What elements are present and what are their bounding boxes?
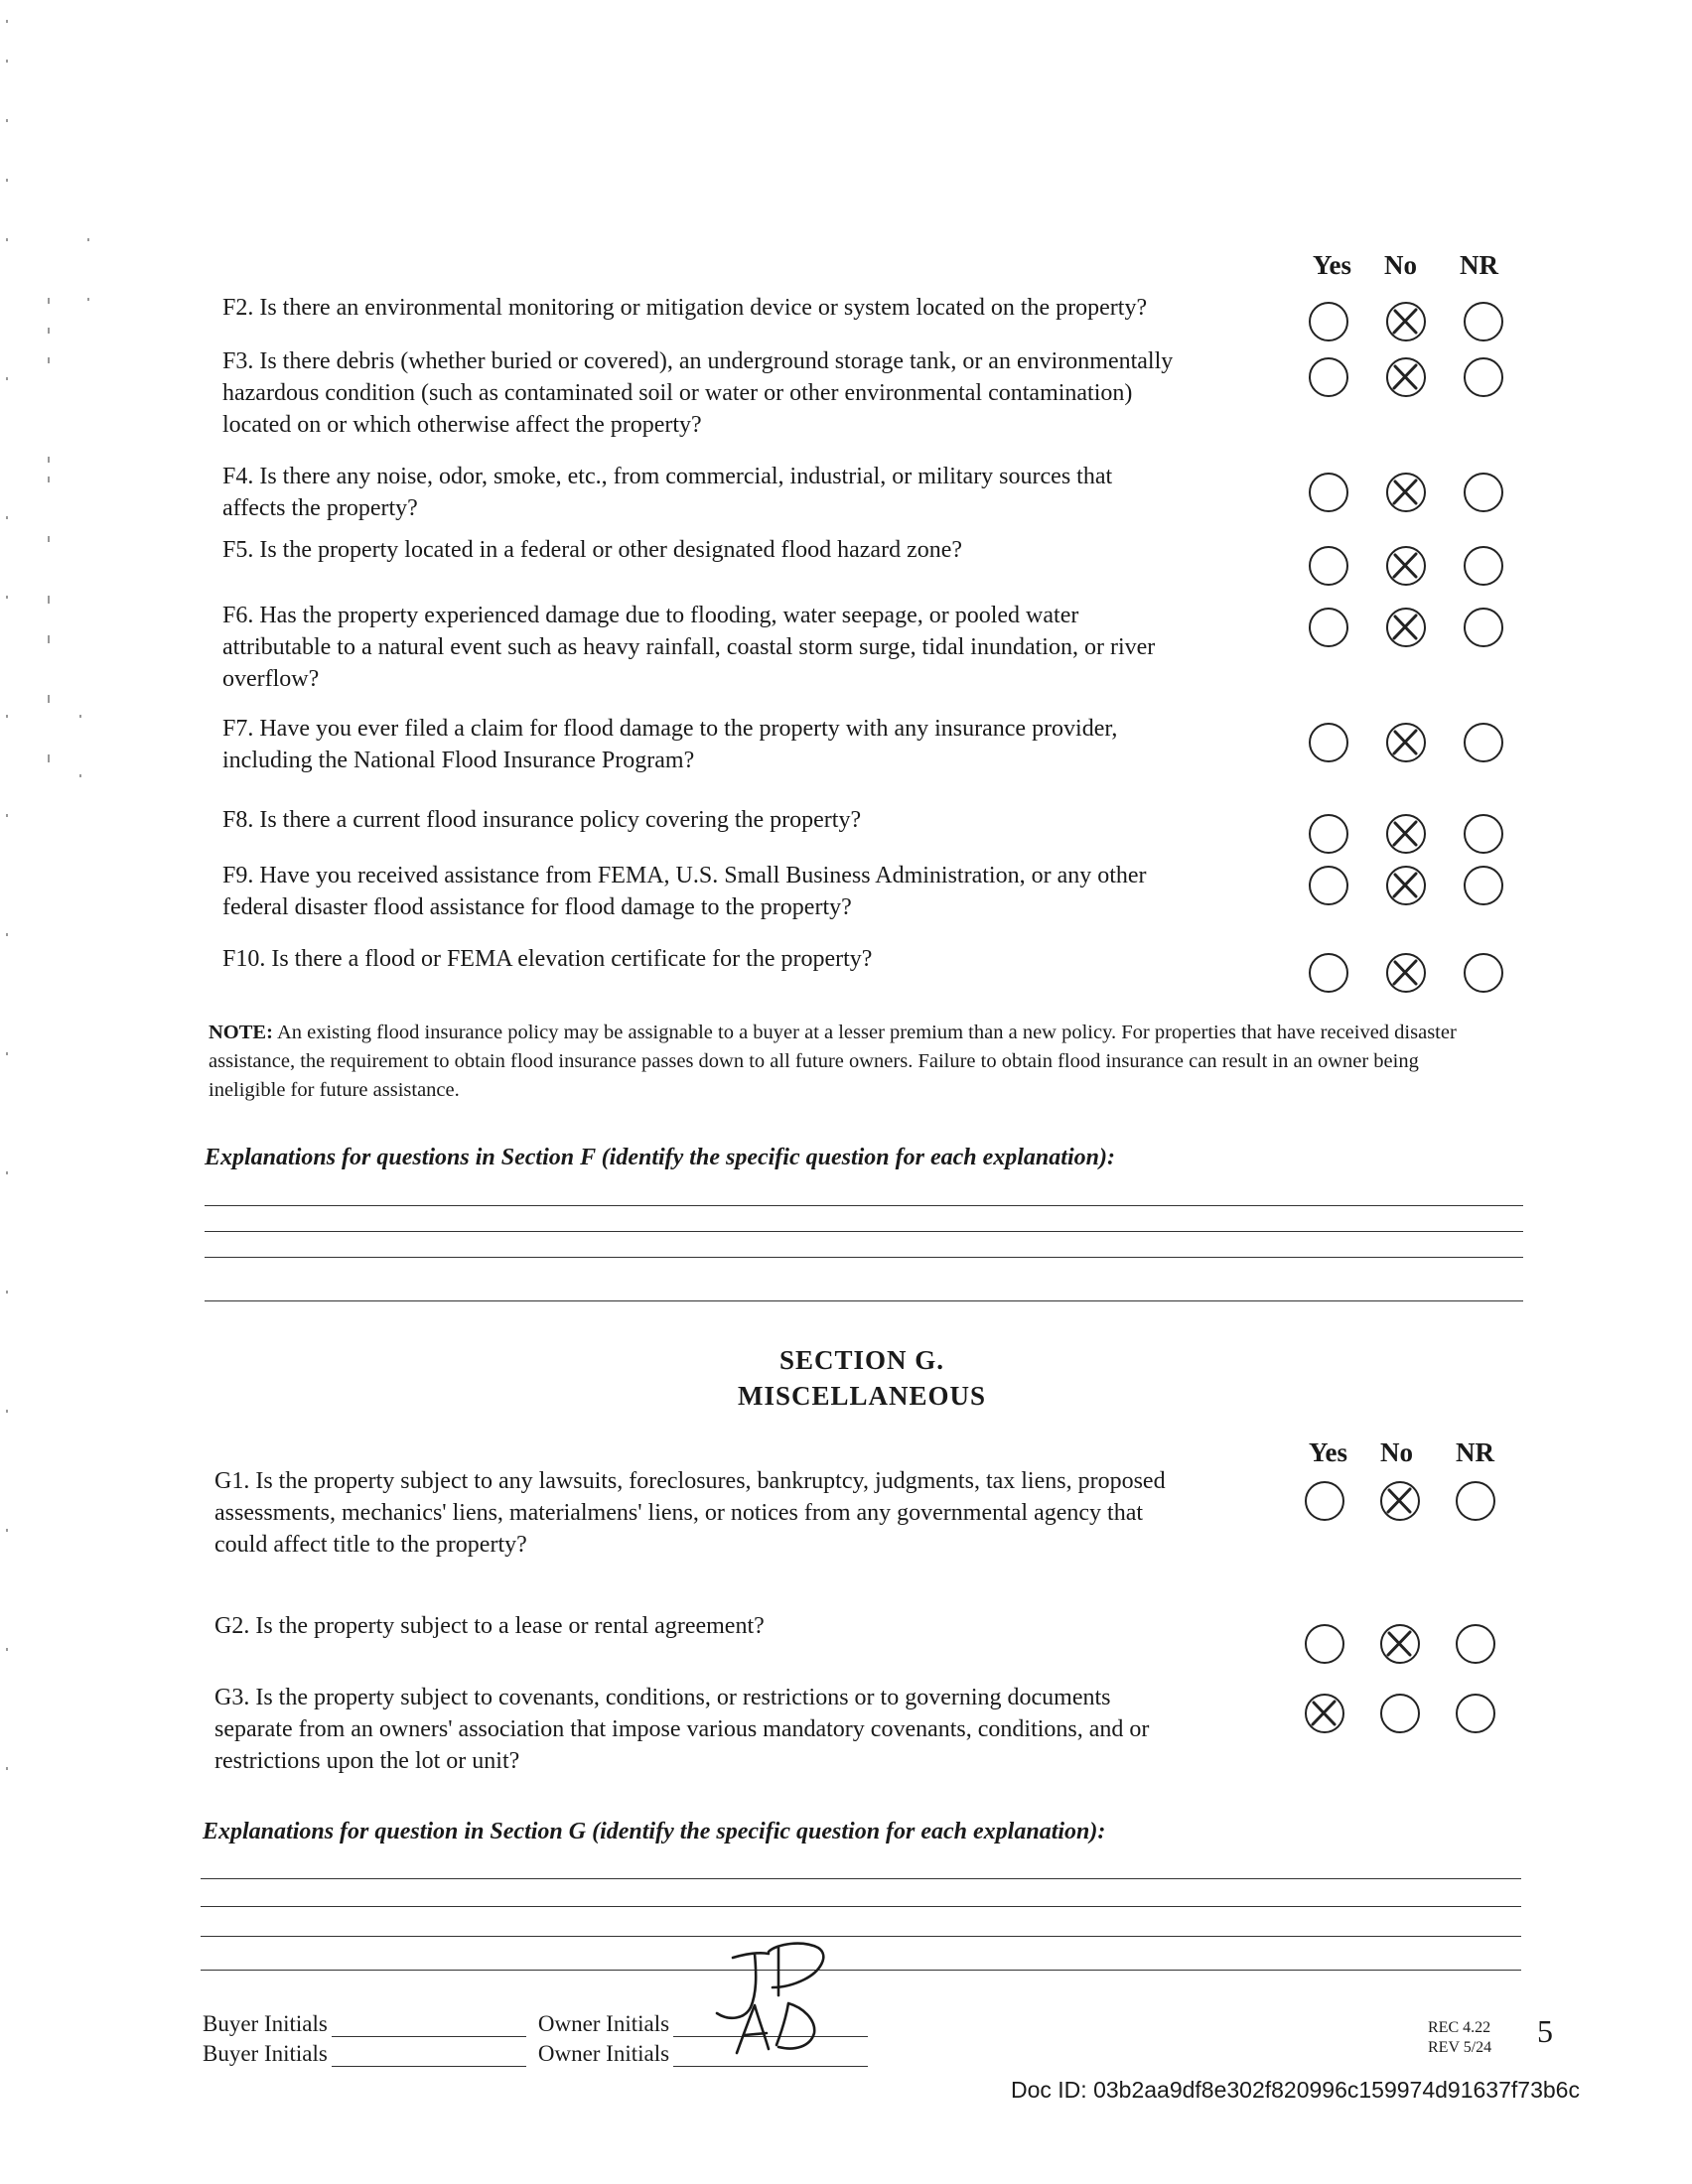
g2-nr-radio[interactable] (1456, 1624, 1495, 1664)
question-text-line: F8. Is there a current flood insurance policy covering the property? (222, 807, 862, 833)
note-text: An existing flood insurance policy may be assignable to a buyer at a lesser premium than a new policy. For properties that have received disaster assistance, the requirement to obtain flood insurance passes down to all future owners. Failure to obtain flood insurance can result in an owner being ineligible for future assistance. (209, 1022, 1457, 1101)
f2-nr-radio[interactable] (1464, 302, 1503, 341)
question-text-line: F3. Is there debris (whether buried or covered), an underground storage tank, or an environmentally (222, 348, 1174, 374)
question-text-line: F4. Is there any noise, odor, smoke, etc., from commercial, industrial, or military sources that (222, 464, 1113, 489)
question-text-line: attributable to a natural event such as heavy rainfall, coastal storm surge, tidal inundation, or river (222, 634, 1156, 660)
question-text-line: F6. Has the property experienced damage due to flooding, water seepage, or pooled water (222, 603, 1079, 628)
owner-initials-label-1: Owner Initials (537, 2011, 670, 2036)
question-text-line: G2. Is the property subject to a lease or rental agreement? (214, 1613, 765, 1639)
f3-no-radio[interactable] (1386, 357, 1426, 397)
section-g-explanation-line-1[interactable] (201, 1854, 1521, 1879)
section-g-subtitle: MISCELLANEOUS (737, 1381, 987, 1411)
buyer-initials-field-2[interactable] (332, 2046, 526, 2067)
question-text-line: hazardous condition (such as contaminated soil or water or other environmental contamination) (222, 380, 1133, 406)
x-mark-icon (1388, 868, 1423, 902)
question-g2 (214, 1610, 1287, 1642)
f9-no-radio[interactable] (1386, 866, 1426, 905)
f10-no-radio[interactable] (1386, 953, 1426, 993)
form-code: REC 4.22 (1428, 2019, 1491, 2036)
f3-yes-radio[interactable] (1309, 357, 1348, 397)
column-nr-header: NR (1460, 250, 1498, 280)
question-f10 (222, 943, 1295, 975)
question-f2 (222, 292, 1295, 324)
question-f9 (222, 860, 1295, 923)
f6-yes-radio[interactable] (1309, 608, 1348, 647)
question-text-line: G3. Is the property subject to covenants, conditions, or restrictions or to governing documents (214, 1685, 1111, 1710)
question-text-line: F9. Have you received assistance from FEMA, U.S. Small Business Administration, or any other (222, 863, 1147, 888)
question-f5 (222, 534, 1295, 566)
question-text-line: could affect title to the property? (214, 1532, 527, 1558)
section-f-explanation-line-1[interactable] (205, 1181, 1523, 1206)
g3-no-radio[interactable] (1380, 1694, 1420, 1733)
buyer-initials-label-2: Buyer Initials (203, 2041, 328, 2066)
column-no-header: No (1384, 250, 1417, 280)
question-f7 (222, 713, 1295, 776)
question-text-line: F2. Is there an environmental monitoring or mitigation device or system located on the property? (222, 295, 1148, 321)
column-no-header-g: No (1380, 1437, 1413, 1467)
section-f-explanations-label: Explanations for questions in Section F (identify the specific question for each explanation): (205, 1145, 1115, 1170)
g2-yes-radio[interactable] (1305, 1624, 1344, 1664)
x-mark-icon (1307, 1696, 1341, 1730)
section-f-explanation-line-4[interactable] (205, 1277, 1523, 1301)
scan-artifacts (0, 0, 119, 2184)
note-label: NOTE: (209, 1022, 273, 1043)
question-text-line: restrictions upon the lot or unit? (214, 1748, 520, 1774)
buyer-initials-label-1: Buyer Initials (203, 2011, 328, 2036)
section-g-explanations-label: Explanations for question in Section G (identify the specific question for each explanation): (203, 1819, 1106, 1844)
question-f4 (222, 461, 1295, 524)
form-revision: REV 5/24 (1428, 2039, 1492, 2056)
f8-yes-radio[interactable] (1309, 814, 1348, 854)
f7-no-radio[interactable] (1386, 723, 1426, 762)
g1-yes-radio[interactable] (1305, 1481, 1344, 1521)
handwritten-initials-signature (707, 1936, 866, 2065)
x-mark-icon (1388, 304, 1423, 339)
x-mark-icon (1382, 1626, 1417, 1661)
question-text-line: assessments, mechanics' liens, materialmens' liens, or notices from any governmental agency that (214, 1500, 1144, 1526)
x-mark-icon (1382, 1483, 1417, 1518)
column-nr-header-g: NR (1456, 1437, 1494, 1467)
f9-nr-radio[interactable] (1464, 866, 1503, 905)
question-text-line: F7. Have you ever filed a claim for flood damage to the property with any insurance provider, (222, 716, 1118, 742)
f7-nr-radio[interactable] (1464, 723, 1503, 762)
column-yes-header: Yes (1313, 250, 1351, 280)
f5-no-radio[interactable] (1386, 546, 1426, 586)
f10-nr-radio[interactable] (1464, 953, 1503, 993)
g1-nr-radio[interactable] (1456, 1481, 1495, 1521)
x-mark-icon (1388, 816, 1423, 851)
f5-nr-radio[interactable] (1464, 546, 1503, 586)
question-text-line: F5. Is the property located in a federal or other designated flood hazard zone? (222, 537, 963, 563)
column-yes-header-g: Yes (1309, 1437, 1347, 1467)
x-mark-icon (1388, 955, 1423, 990)
section-g-title: SECTION G. (778, 1345, 945, 1375)
f2-yes-radio[interactable] (1309, 302, 1348, 341)
question-f8 (222, 804, 1295, 836)
f2-no-radio[interactable] (1386, 302, 1426, 341)
g3-yes-radio[interactable] (1305, 1694, 1344, 1733)
f4-no-radio[interactable] (1386, 473, 1426, 512)
g1-no-radio[interactable] (1380, 1481, 1420, 1521)
page-number: 5 (1537, 2013, 1553, 2049)
f4-nr-radio[interactable] (1464, 473, 1503, 512)
f9-yes-radio[interactable] (1309, 866, 1348, 905)
section-g-explanation-line-2[interactable] (201, 1882, 1521, 1907)
owner-initials-label-2: Owner Initials (537, 2041, 670, 2066)
question-text-line: affects the property? (222, 495, 418, 521)
question-f3 (222, 345, 1295, 441)
f5-yes-radio[interactable] (1309, 546, 1348, 586)
f7-yes-radio[interactable] (1309, 723, 1348, 762)
f4-yes-radio[interactable] (1309, 473, 1348, 512)
question-g3 (214, 1682, 1287, 1777)
question-f6 (222, 600, 1295, 695)
section-g-explanation-line-3[interactable] (201, 1912, 1521, 1937)
f6-nr-radio[interactable] (1464, 608, 1503, 647)
g3-nr-radio[interactable] (1456, 1694, 1495, 1733)
question-text-line: overflow? (222, 666, 320, 692)
x-mark-icon (1388, 610, 1423, 644)
question-text-line: G1. Is the property subject to any lawsuits, foreclosures, bankruptcy, judgments, tax liens, proposed (214, 1468, 1166, 1494)
question-text-line: located on or which otherwise affect the property? (222, 412, 702, 438)
f10-yes-radio[interactable] (1309, 953, 1348, 993)
question-text-line: including the National Flood Insurance Program? (222, 748, 695, 773)
x-mark-icon (1388, 359, 1423, 394)
document-id: Doc ID: 03b2aa9df8e302f820996c159974d91637f73b6c (1011, 2077, 1580, 2103)
section-f-explanation-line-2[interactable] (205, 1207, 1523, 1232)
x-mark-icon (1388, 725, 1423, 759)
question-text-line: separate from an owners' association that impose various mandatory covenants, conditions, and or (214, 1716, 1150, 1742)
question-text-line: F10. Is there a flood or FEMA elevation certificate for the property? (222, 946, 873, 972)
section-f-explanation-line-3[interactable] (205, 1233, 1523, 1258)
x-mark-icon (1388, 475, 1423, 509)
f8-nr-radio[interactable] (1464, 814, 1503, 854)
x-mark-icon (1388, 548, 1423, 583)
flood-insurance-note (209, 1019, 1499, 1105)
f6-no-radio[interactable] (1386, 608, 1426, 647)
buyer-initials-field-1[interactable] (332, 2016, 526, 2037)
f8-no-radio[interactable] (1386, 814, 1426, 854)
g2-no-radio[interactable] (1380, 1624, 1420, 1664)
f3-nr-radio[interactable] (1464, 357, 1503, 397)
question-g1 (214, 1465, 1287, 1561)
question-text-line: federal disaster flood assistance for flood damage to the property? (222, 894, 852, 920)
